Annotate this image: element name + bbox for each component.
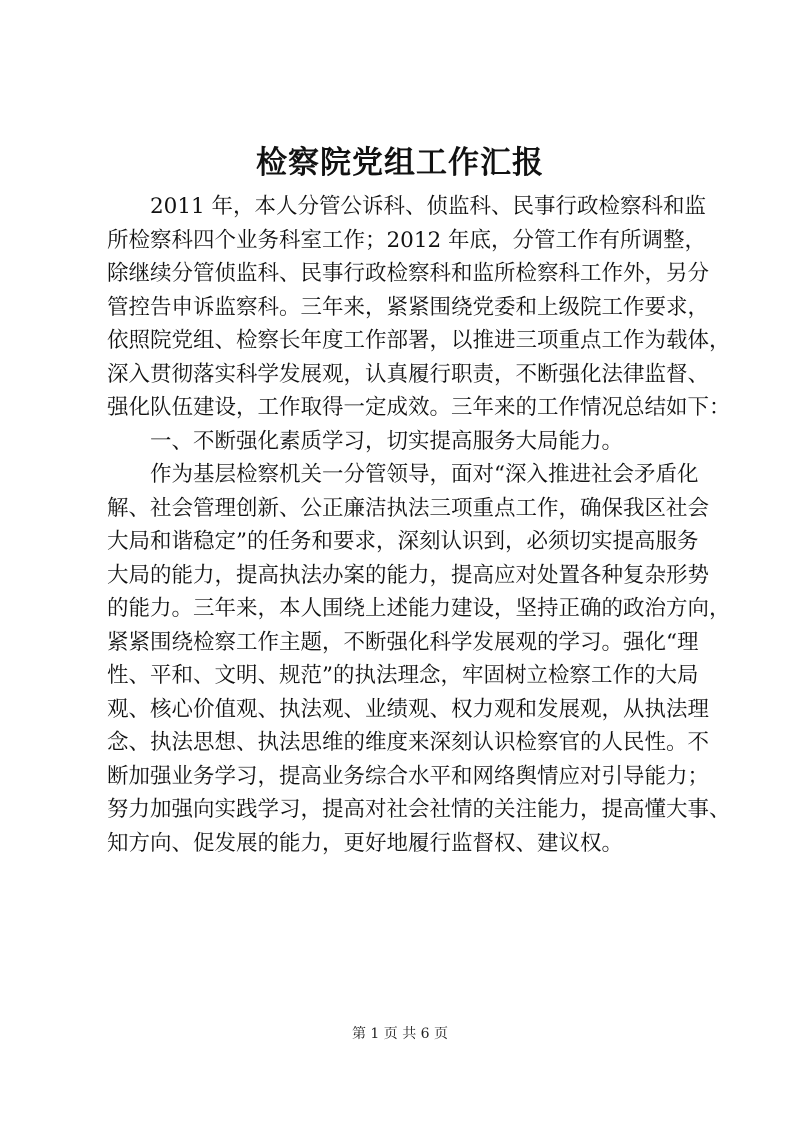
paragraph-line: 紧紧围绕检察工作主题，不断强化科学发展观的学习。强化“理 xyxy=(107,629,699,655)
document-body xyxy=(107,190,731,860)
paragraph-line: 性、平和、文明、规范”的执法理念，牢固树立检察工作的大局 xyxy=(107,663,699,688)
paragraph-line: 观、核心价值观、执法观、业绩观、权力观和发展观，从执法理 xyxy=(107,696,710,722)
paragraph-line: 断加强业务学习，提高业务综合水平和网络舆情应对引导能力； xyxy=(107,763,710,789)
paragraph-line: 依照院党组、检察长年度工作部署，以推进三项重点工作为载体， xyxy=(107,328,731,353)
section-heading: 一、不断强化素质学习，切实提高服务大局能力。 xyxy=(150,428,624,454)
paragraph-line: 的能力。三年来，本人围绕上述能力建设，坚持正确的政治方向， xyxy=(107,596,731,621)
paragraph-line: 深入贯彻落实科学发展观，认真履行职责，不断强化法律监督、 xyxy=(107,361,710,387)
paragraph-line: 知方向、促发展的能力，更好地履行监督权、建议权。 xyxy=(107,830,624,856)
paragraph-line: 2011 年，本人分管公诉科、侦监科、民事行政检察科和监 xyxy=(150,194,707,219)
paragraph-line: 作为基层检察机关一分管领导，面对“深入推进社会矛盾化 xyxy=(150,462,699,487)
paragraph-line: 念、执法思想、执法思维的维度来深刻认识检察官的人民性。不 xyxy=(107,730,710,755)
paragraph-line: 解、社会管理创新、公正廉洁执法三项重点工作，确保我区社会 xyxy=(107,495,710,521)
paragraph-line: 所检察科四个业务科室工作；2012 年底，分管工作有所调整， xyxy=(107,227,707,253)
paragraph-line: 努力加强向实践学习，提高对社会社情的关注能力，提高懂大事、 xyxy=(107,797,731,822)
paragraph-line: 大局的能力，提高执法办案的能力，提高应对处置各种复杂形势 xyxy=(107,562,710,588)
paragraph-line: 除继续分管侦监科、民事行政检察科和监所检察科工作外，另分 xyxy=(107,261,710,286)
paragraph-line: 管控告申诉监察科。三年来，紧紧围绕党委和上级院工作要求， xyxy=(107,294,710,320)
page-number-footer: 第 1 页 共 6 页 xyxy=(351,1026,449,1042)
document-title: 检察院党组工作汇报 xyxy=(256,145,544,181)
paragraph-line: 大局和谐稳定”的任务和要求，深刻认识到，必须切实提高服务 xyxy=(107,529,699,554)
paragraph-line: 强化队伍建设，工作取得一定成效。三年来的工作情况总结如下： xyxy=(107,395,731,420)
